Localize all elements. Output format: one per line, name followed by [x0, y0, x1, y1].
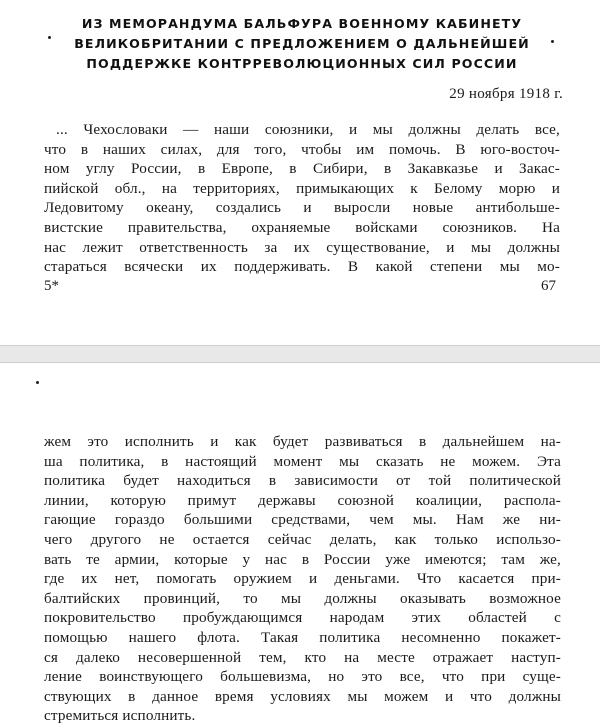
print-speck: [48, 36, 51, 39]
text-line: чего другого не остается сейчас делать, как только использо-: [44, 530, 561, 548]
text-line: нас лежит ответственность за их существование, и мы должны: [44, 238, 560, 256]
text-line: Ледовитому океану, создались и выросли новые антибольше-: [44, 199, 560, 217]
document-date: 29 ноября 1918 г.: [449, 86, 563, 102]
page-bottom: [0, 363, 600, 725]
text-line: помощью нашего флота. Такая политика несомненно покажет-: [44, 628, 561, 646]
text-line: ном углу России, в Европе, в Сибири, в Закавказье и Закас-: [44, 160, 560, 178]
page-top: [0, 0, 600, 347]
page-divider: [0, 345, 600, 363]
signature-mark: 5*: [44, 278, 59, 294]
text-line: ... Чехословаки — наши союзники, и мы должны делать все,: [56, 121, 560, 138]
text-line: гающие гораздо большими средствами, чем мы. Нам же ни-: [44, 511, 561, 529]
text-line: жем это исполнить и как будет развиваться в дальнейшем на-: [44, 433, 561, 450]
text-line: покровительство пробуждающимся народам этих областей с: [44, 609, 561, 627]
document-title: [40, 14, 564, 74]
title-line: ИЗ МЕМОРАНДУМА БАЛЬФУРА ВОЕННОМУ КАБИНЕТУ: [81, 16, 523, 31]
body-text-top: [44, 120, 560, 277]
title-line: ПОДДЕРЖКЕ КОНТРРЕВОЛЮЦИОННЫХ СИЛ РОССИИ: [86, 56, 518, 71]
text-line: ление воинствующего большевизма, но это все, что при суще-: [44, 668, 561, 686]
text-line: ша политика, в настоящий момент мы сказать не можем. Эта: [44, 452, 561, 470]
text-line: пийской обл., на территориях, примыкающих к Белому морю и: [44, 179, 560, 197]
title-line: ВЕЛИКОБРИТАНИИ С ПРЕДЛОЖЕНИЕМ О ДАЛЬНЕЙШЕЙ: [74, 36, 530, 51]
text-line: ствующих в данное время условиях мы можем и что должны: [44, 687, 561, 705]
page-number: 67: [541, 278, 556, 294]
print-speck: [551, 40, 554, 43]
text-line: линии, которую примут державы союзной коалиции, распола-: [44, 491, 561, 509]
text-line: что в наших силах, для того, чтобы им помочь. В юго-восточ-: [44, 140, 560, 158]
text-line: вать те армии, которые у нас в России уже имеются; там же,: [44, 550, 561, 568]
print-speck: [36, 381, 39, 384]
text-line: ся далеко несовершенной тем, кто на месте отражает наступ-: [44, 648, 561, 666]
text-line: балтийских провинций, то мы должны оказывать возможное: [44, 589, 561, 607]
text-line: стремиться исполнить.: [44, 707, 196, 725]
text-line: политика будет находиться в зависимости от той политической: [44, 472, 561, 490]
body-text-bottom: [44, 432, 561, 726]
text-line: вистские правительства, охраняемые войсками союзников. На: [44, 218, 560, 236]
text-line: где их нет, помогать оружием и деньгами. Что касается при-: [44, 570, 561, 588]
text-line: стараться всячески их поддерживать. В какой степени мы мо-: [44, 258, 560, 276]
